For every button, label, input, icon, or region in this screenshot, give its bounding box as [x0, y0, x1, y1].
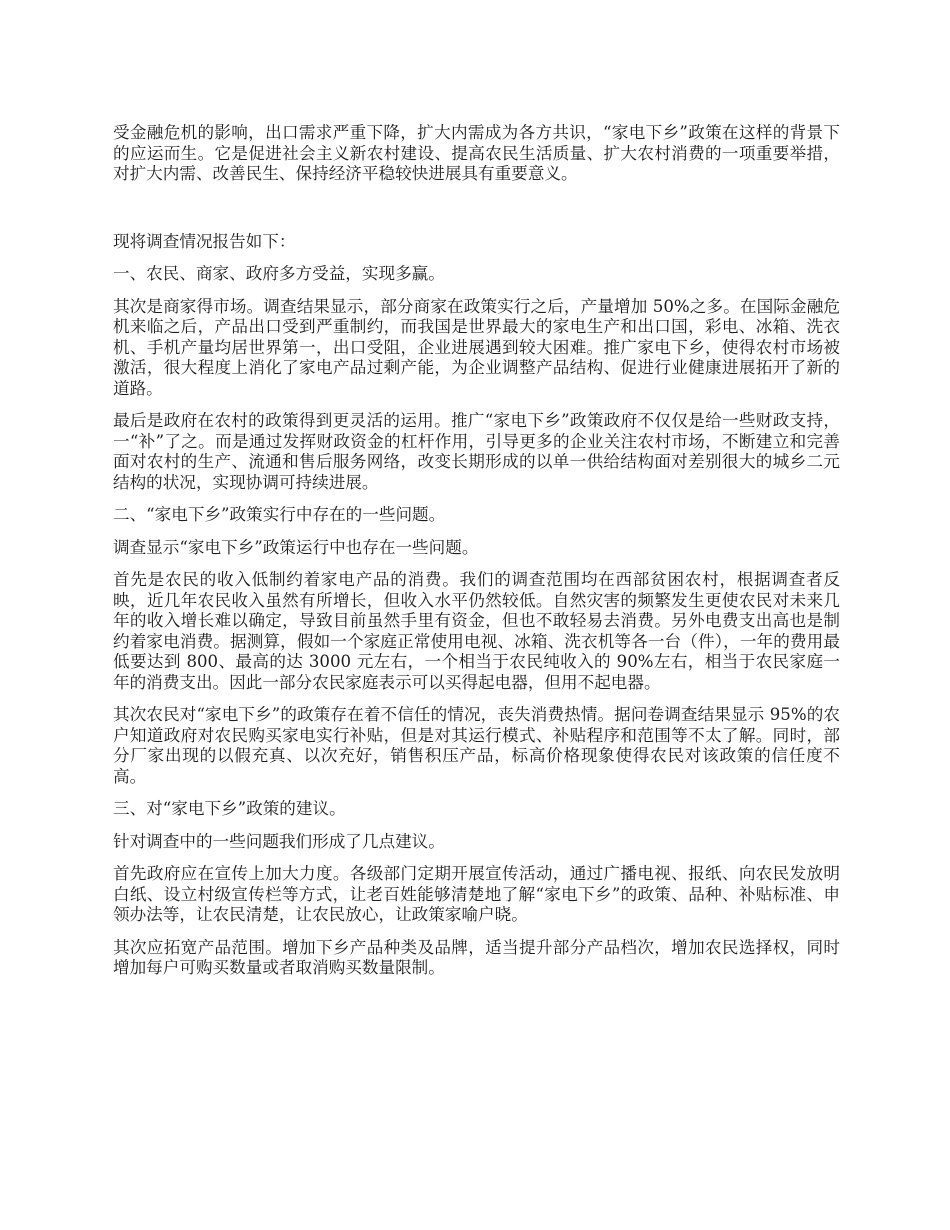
section-heading-2: 二、“家电下乡”政策实行中存在的一些问题。 [113, 505, 446, 524]
section-heading-1: 一、农民、商家、政府多方受益，实现多赢。 [113, 264, 445, 283]
body-paragraph: 最后是政府在农村的政策得到更灵活的运用。推广“家电下乡”政策政府不仅仅是给一些财政支持，一“补”了之。而是通过发挥财政资金的杠杆作用，引导更多的企业关注农村市场，不断建立和完善面对农村的生产、流通和售后服务网络，改变长期形成的以单一供给结构面对差别很大的城乡二元结构的状况，实现协调可持续进展。 [113, 411, 840, 492]
body-paragraph: 首先是农民的收入低制约着家电产品的消费。我们的调查范围均在西部贫困农村，根据调查者反映，近几年农民收入虽然有所增长，但收入水平仍然较低。自然灾害的频繁发生更使农民对未来几年的收入增长难以确定，导致目前虽然手里有资金，但也不敢轻易去消费。另外电费支出高也是制约着家电消费。据测算，假如一个家庭正常使用电视、冰箱、洗衣机等各一台（件），一年的费用最低要达到 800、最高的达 3000 元左右，一个相当于农民纯收入的 90%左右，相当于农民家庭一年的消费支出。因此一部分农民家庭表示可以买得起电器，但用不起电器。 [113, 570, 840, 692]
body-paragraph: 调查显示“家电下乡”政策运行中也存在一些问题。 [113, 537, 479, 557]
report-lead-in: 现将调查情况报告如下： [113, 231, 296, 251]
document-body [113, 123, 840, 991]
body-paragraph: 其次应拓宽产品范围。增加下乡产品种类及品牌，适当提升部分产品档次，增加农民选择权，同时增加每户可购买数量或者取消购买数量限制。 [113, 937, 840, 977]
intro-paragraph: 受金融危机的影响，出口需求严重下降，扩大内需成为各方共识，“家电下乡”政策在这样的背景下的应运而生。它是促进社会主义新农村建设、提高农民生活质量、扩大农村消费的一项重要举措，对扩大内需、改善民生、保持经济平稳较快进展具有重要意义。 [113, 123, 840, 183]
body-paragraph: 其次农民对“家电下乡”的政策存在着不信任的情况，丧失消费热情。据问卷调查结果显示 95%的农户知道政府对农民购买家电实行补贴，但是对其运行模式、补贴程序和范围等不太了解。同时，部分厂家出现的以假充真、以次充好，销售积压产品，标高价格现象使得农民对该政策的信任度不高。 [113, 705, 840, 786]
body-paragraph: 首先政府应在宣传上加大力度。各级部门定期开展宣传活动，通过广播电视、报纸、向农民发放明白纸、设立村级宣传栏等方式，让老百姓能够清楚地了解“家电下乡”的政策、品种、补贴标准、申领办法等，让农民清楚，让农民放心，让政策家喻户晓。 [113, 864, 840, 924]
body-paragraph: 其次是商家得市场。调查结果显示，部分商家在政策实行之后，产量增加 50%之多。在国际金融危机来临之后，产品出口受到严重制约，而我国是世界最大的家电生产和出口国，彩电、冰箱、洗衣机、手机产量均居世界第一，出口受阻，企业进展遇到较大困难。推广家电下乡，使得农村市场被激活，很大程度上消化了家电产品过剩产能，为企业调整产品结构、促进行业健康进展拓开了新的道路。 [113, 296, 840, 398]
section-heading-3: 三、对“家电下乡”政策的建议。 [113, 799, 346, 818]
body-paragraph: 针对调查中的一些问题我们形成了几点建议。 [113, 831, 445, 851]
